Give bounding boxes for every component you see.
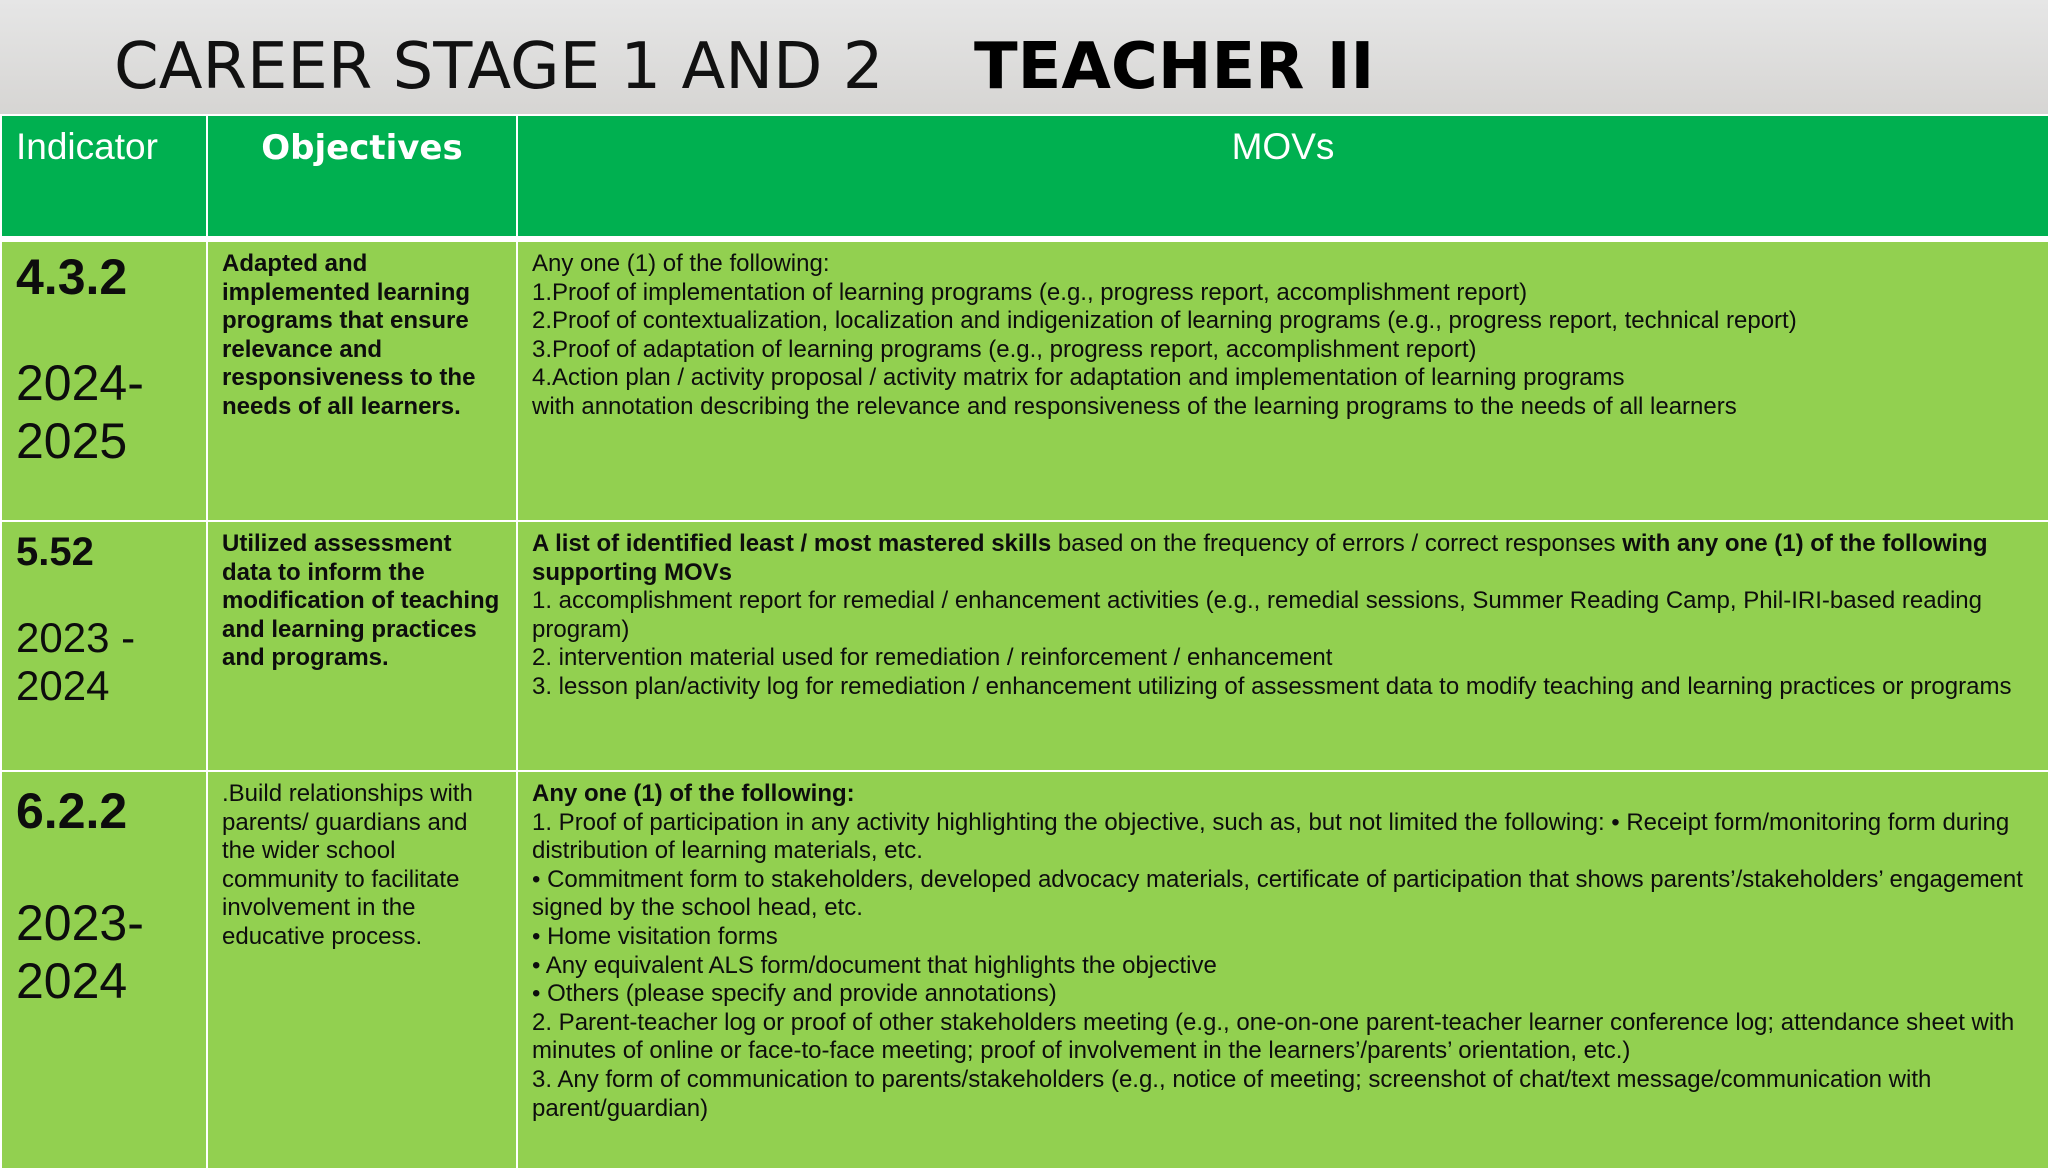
movs-line: 3.Proof of adaptation of learning programs (e.g., progress report, accomplishment report)	[532, 335, 1477, 363]
slide-title: CAREER STAGE 1 AND 2	[114, 30, 884, 104]
table-header-row	[1, 115, 2048, 239]
column-header-indicator: Indicator	[1, 115, 207, 239]
indicator-cell	[1, 771, 207, 1169]
movs-lead: Any one (1) of the following:	[532, 250, 830, 277]
objective-cell: .Build relationships with parents/ guardians and the wider school community to facilitate involvement in the educative process.	[207, 771, 517, 1169]
movs-cell	[517, 771, 2048, 1169]
indicator-year: 2023 - 2024	[16, 614, 136, 710]
movs-line: 3. lesson plan/activity log for remediation / enhancement utilizing of assessment data to modify teaching and learning practices or programs	[532, 672, 2012, 700]
movs-lead: Any one (1) of the following:	[532, 780, 855, 807]
movs-lead-bold: A list of identified least / most mastered skills	[532, 530, 1052, 557]
movs-line: • Commitment form to stakeholders, developed advocacy materials, certificate of participation that shows parents’/stakeholders’ engagement signed by the school head, etc.	[532, 865, 2023, 922]
indicators-table	[0, 114, 2048, 1170]
movs-line: 1. Proof of participation in any activity highlighting the objective, such as, but not limited the following: • Receipt form/monitoring form during distribution of learning materials, etc.	[532, 808, 2010, 865]
movs-cell	[517, 239, 2048, 521]
movs-line: 2.Proof of contextualization, localization and indigenization of learning programs (e.g., progress report, technical report)	[532, 307, 1797, 335]
movs-lead-bold: with any one (1) of the following supporting MOVs	[532, 530, 1988, 586]
table-row	[1, 521, 2048, 771]
indicator-cell	[1, 521, 207, 771]
movs-line: • Home visitation forms	[532, 922, 778, 950]
movs-lead-text: based on the frequency of errors / correct responses	[1051, 530, 1623, 557]
movs-line: • Any equivalent ALS form/document that highlights the objective	[532, 951, 1217, 979]
movs-line: 1. accomplishment report for remedial / enhancement activities (e.g., remedial sessions, Summer Reading Camp, Phil-IRI-based reading program)	[532, 587, 1982, 643]
movs-line: 2. intervention material used for remediation / reinforcement / enhancement	[532, 644, 1333, 672]
movs-lead	[532, 530, 2034, 587]
indicator-year: 2024- 2025	[16, 355, 144, 469]
table-row	[1, 771, 2048, 1169]
movs-line: 2. Parent-teacher log or proof of other stakeholders meeting (e.g., one-on-one parent-teacher learner conference log; attendance sheet with minutes of online or face-to-face meeting; proof of involvement in the learners’/parents’ orientation, etc.)	[532, 1008, 2015, 1065]
slide-header	[0, 0, 2048, 114]
movs-cell	[517, 521, 2048, 771]
indicator-code: 5.52	[16, 530, 94, 574]
movs-line: • Others (please specify and provide annotations)	[532, 980, 1057, 1008]
movs-line: 1.Proof of implementation of learning programs (e.g., progress report, accomplishment report)	[532, 278, 1528, 306]
column-header-objectives: Objectives	[207, 115, 517, 239]
indicator-year: 2023- 2024	[16, 895, 144, 1009]
indicator-code: 6.2.2	[16, 783, 128, 839]
indicator-code: 4.3.2	[16, 249, 128, 305]
objective-cell: Utilized assessment data to inform the modification of teaching and learning practices and programs.	[207, 521, 517, 771]
indicator-cell	[1, 239, 207, 521]
table-row	[1, 239, 2048, 521]
movs-line: 4.Action plan / activity proposal / activity matrix for adaptation and implementation of learning programs	[532, 364, 1625, 392]
movs-line: 3. Any form of communication to parents/stakeholders (e.g., notice of meeting; screenshot of chat/text message/communication with parent/guardian)	[532, 1065, 1932, 1122]
column-header-movs: MOVs	[517, 115, 2048, 239]
objective-cell: Adapted and implemented learning programs that ensure relevance and responsiveness to the needs of all learners.	[207, 239, 517, 521]
slide-subtitle: TEACHER II	[974, 30, 1375, 104]
movs-line: with annotation describing the relevance and responsiveness of the learning programs to the needs of all learners	[532, 392, 1737, 420]
